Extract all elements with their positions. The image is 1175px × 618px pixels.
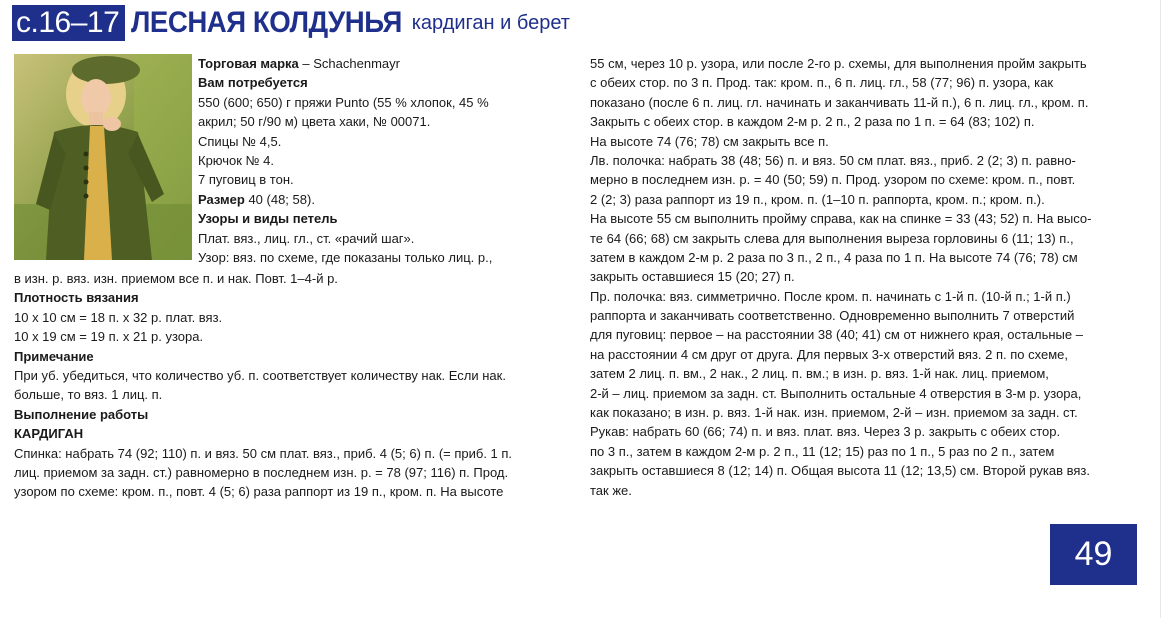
- text-line: затем в каждом 2-м р. 2 раза по 3 п., 2 п., 4 раза по 1 п. На высоте 74 (76; 78) см: [590, 249, 1078, 265]
- instructions-right-column: [590, 54, 1091, 500]
- text-line: Рукав: набрать 60 (66; 74) п. и вяз. плат. вяз. Через 3 р. закрыть с обеих стор.: [590, 424, 1061, 440]
- patterns-line-3: в изн. р. вяз. изн. приемом все п. и нак. Повт. 1–4-й р.: [14, 271, 338, 286]
- page-header: [12, 5, 570, 41]
- density-line-1: 10 х 10 см = 18 п. х 32 р. плат. вяз.: [14, 309, 223, 325]
- text-line: На высоте 55 см выполнить пройму справа, как на спинке = 33 (43; 52) п. На высо-: [590, 211, 1092, 227]
- work-heading: Выполнение работы: [14, 406, 149, 422]
- text-line: 2 (2; 3) раза раппорт из 19 п., кром. п. (1–10 п. раппорта, кром. п.; кром. п.).: [590, 191, 1045, 207]
- text-line: на расстоянии 4 см друг от друга. Для первых 3-х отверстий вяз. 2 п. по схеме,: [590, 346, 1068, 362]
- instructions-left-column: [14, 269, 512, 502]
- text-line: как показано; в изн. р. вяз. 1-й нак. изн. приемом, 2-й – изн. приемом за задн. ст.: [590, 405, 1078, 421]
- text-line: раппорта и заканчивать соответственно. Одновременно выполнить 7 отверстий: [590, 308, 1075, 324]
- text-line: по 3 п., затем в каждом 2-м р. 2 п., 11 (12; 15) раз по 1 п., 5 раз по 2 п., затем: [590, 443, 1055, 459]
- text-line: На высоте 74 (76; 78) см закрыть все п.: [590, 133, 829, 149]
- patterns-line-2: Узор: вяз. по схеме, где показаны только лиц. р.,: [198, 249, 493, 265]
- text-line: затем 2 лиц. п. вм., 2 нак., 2 лиц. п. вм.; в изн. р. вяз. 1-й нак. лиц. приемом,: [590, 366, 1049, 382]
- page-title: ЛЕСНАЯ КОЛДУНЬЯ: [131, 6, 403, 39]
- text-line: Пр. полочка: вяз. симметрично. После кром. п. начинать с 1-й п. (10-й п.; 1-й п.): [590, 288, 1071, 304]
- density-line-2: 10 х 19 см = 19 п. х 21 р. узора.: [14, 329, 204, 345]
- note-heading: Примечание: [14, 348, 94, 364]
- materials-heading: Вам потребуется: [198, 75, 308, 91]
- page-number: 49: [1050, 524, 1137, 585]
- patterns-heading: Узоры и виды петель: [198, 211, 338, 227]
- back-line-2: лиц. приемом за задн. ст.) равномерно в последнем изн. р. = 78 (97; 116) п. Прод.: [14, 464, 509, 480]
- size-line: Размер 40 (48; 58).: [198, 191, 315, 207]
- hook-line: Крючок № 4.: [198, 152, 274, 168]
- page-reference: с.16–17: [12, 5, 125, 41]
- note-line-2: больше, то вяз. 1 лиц. п.: [14, 387, 163, 403]
- text-line: так же.: [590, 482, 632, 498]
- text-line: Лв. полочка: набрать 38 (48; 56) п. и вяз. 50 см плат. вяз., приб. 2 (2; 3) п. равно-: [590, 152, 1076, 168]
- brand-line: Торговая марка – Schachenmayr: [198, 56, 400, 71]
- page-subtitle: кардиган и берет: [411, 12, 570, 34]
- text-line: закрыть оставшиеся 8 (12; 14) п. Общая высота 11 (12; 13,5) см. Второй рукав вяз.: [590, 463, 1090, 479]
- text-line: для пуговиц: первое – на расстоянии 38 (40; 41) см от нижнего края, остальные –: [590, 327, 1083, 343]
- back-line-1: Спинка: набрать 74 (92; 110) п. и вяз. 50 см плат. вяз., приб. 4 (5; 6) п. (= приб. 1 п.: [14, 445, 513, 461]
- note-line-1: При уб. убедиться, что количество уб. п. соответствует количеству нак. Если нак.: [14, 367, 506, 383]
- back-line-3: узором по схеме: кром. п., повт. 4 (5; 6) раза раппорт из 19 п., кром. п. На высоте: [14, 484, 504, 500]
- patterns-line-1: Плат. вяз., лиц. гл., ст. «рачий шаг».: [198, 230, 415, 246]
- text-line: закрыть оставшиеся 15 (20; 27) п.: [590, 269, 795, 285]
- knit-cardigan-photo: [14, 54, 192, 260]
- text-line: мерно в последнем изн. р. = 40 (50; 59) п. Прод. узором по схеме: кром. п., повт.: [590, 172, 1076, 188]
- text-line: с обеих стор. по 3 п. Прод. так: кром. п., 6 п. лиц. гл., 58 (77; 96) п. узора, как: [590, 75, 1054, 91]
- yarn-line-1: 550 (600; 650) г пряжи Punto (55 % хлопок, 45 %: [198, 94, 489, 110]
- needles-line: Спицы № 4,5.: [198, 133, 282, 149]
- materials-block: [198, 54, 492, 267]
- density-heading: Плотность вязания: [14, 290, 139, 306]
- text-line: показано (после 6 п. лиц. гл. начинать и заканчивать 11-й п.), 6 п. лиц. гл., кром. п.: [590, 94, 1089, 110]
- page-edge-divider: [1160, 0, 1161, 618]
- text-line: 2-й – лиц. приемом за задн. ст. Выполнить остальные 4 отверстия в 3-м р. узора,: [590, 385, 1082, 401]
- buttons-line: 7 пуговиц в тон.: [198, 172, 294, 188]
- text-line: 55 см, через 10 р. узора, или после 2-го р. схемы, для выполнения пройм закрыть: [590, 56, 1087, 71]
- text-line: те 64 (66; 68) см закрыть слева для выполнения выреза горловины 6 (11; 13) п.,: [590, 230, 1074, 246]
- yarn-line-2: акрил; 50 г/90 м) цвета хаки, № 00071.: [198, 114, 431, 130]
- text-line: Закрыть с обеих стор. в каждом 2-м р. 2 п., 2 раза по 1 п. = 64 (83; 102) п.: [590, 114, 1035, 130]
- cardigan-heading: КАРДИГАН: [14, 426, 84, 442]
